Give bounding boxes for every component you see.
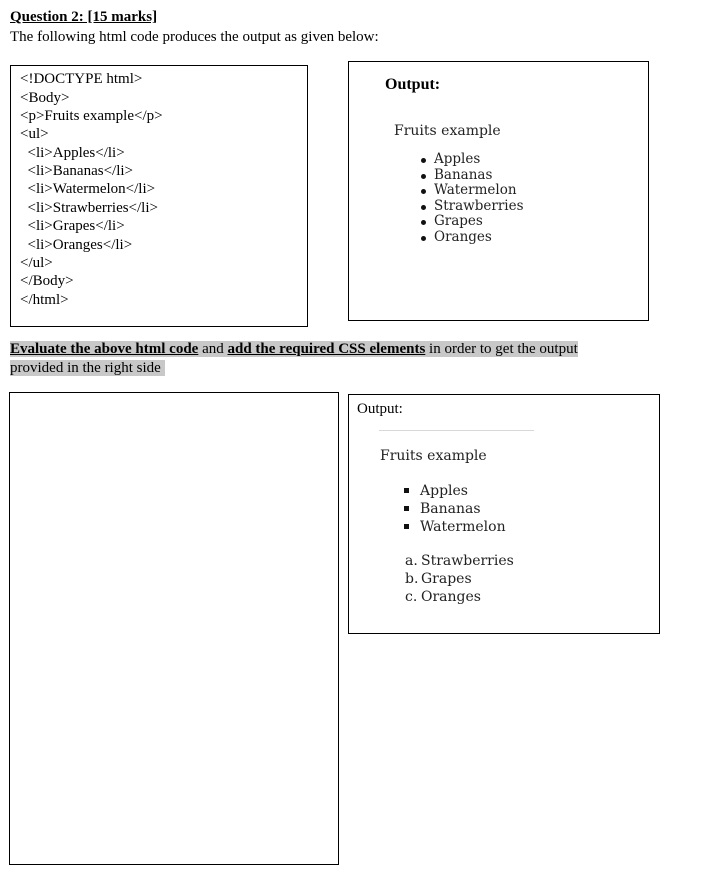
disc-bullet-icon [421, 174, 426, 179]
code-line: <Body> [20, 90, 70, 106]
list-item: c. Oranges [405, 589, 481, 605]
target-output-paragraph: Fruits example [380, 448, 487, 464]
square-bullet-icon [404, 488, 409, 493]
answer-area[interactable] [9, 392, 339, 865]
list-item: Bananas [421, 168, 524, 184]
code-line: </html> [20, 292, 69, 308]
code-line: <li>Oranges</li> [20, 237, 133, 253]
disc-bullet-icon [421, 236, 426, 241]
list-item: Watermelon [404, 518, 506, 536]
instruction-text: Evaluate the above html code and add the required CSS elements in order to get the output provided in the right side [10, 341, 578, 376]
list-item: a. Strawberries [405, 553, 514, 569]
list-item: Watermelon [421, 183, 524, 199]
square-bullet-icon [404, 524, 409, 529]
output-paragraph: Fruits example [394, 123, 501, 139]
output-bullet-list [421, 152, 524, 245]
code-line: <li>Watermelon</li> [20, 181, 156, 197]
list-item: Strawberries [421, 199, 524, 215]
code-line: <p>Fruits example</p> [20, 108, 163, 124]
disc-bullet-icon [421, 189, 426, 194]
list-item: b. Grapes [405, 571, 472, 587]
disc-bullet-icon [421, 220, 426, 225]
list-item: Grapes [421, 214, 524, 230]
code-line: </ul> [20, 255, 53, 271]
code-line: <!DOCTYPE html> [20, 71, 143, 87]
target-square-list [404, 482, 506, 536]
divider [379, 430, 534, 431]
target-output-box [348, 394, 660, 634]
square-bullet-icon [404, 506, 409, 511]
output-preview-box [348, 61, 649, 321]
code-line: <li>Grapes</li> [20, 218, 125, 234]
output-label: Output: [385, 76, 441, 93]
code-line: </Body> [20, 273, 74, 289]
code-line: <li>Bananas</li> [20, 163, 133, 179]
target-alpha-list [405, 552, 514, 606]
list-item: Oranges [421, 230, 524, 246]
target-output-label: Output: [357, 401, 403, 417]
code-line: <li>Strawberries</li> [20, 200, 158, 216]
question-intro: The following html code produces the output as given below: [10, 29, 379, 45]
code-box [10, 65, 308, 327]
question-title: Question 2: [15 marks] [10, 9, 158, 25]
list-item: Apples [404, 482, 506, 500]
disc-bullet-icon [421, 158, 426, 163]
code-line: <ul> [20, 126, 49, 142]
disc-bullet-icon [421, 205, 426, 210]
list-item: Bananas [404, 500, 506, 518]
list-item: Apples [421, 152, 524, 168]
code-line: <li>Apples</li> [20, 145, 125, 161]
